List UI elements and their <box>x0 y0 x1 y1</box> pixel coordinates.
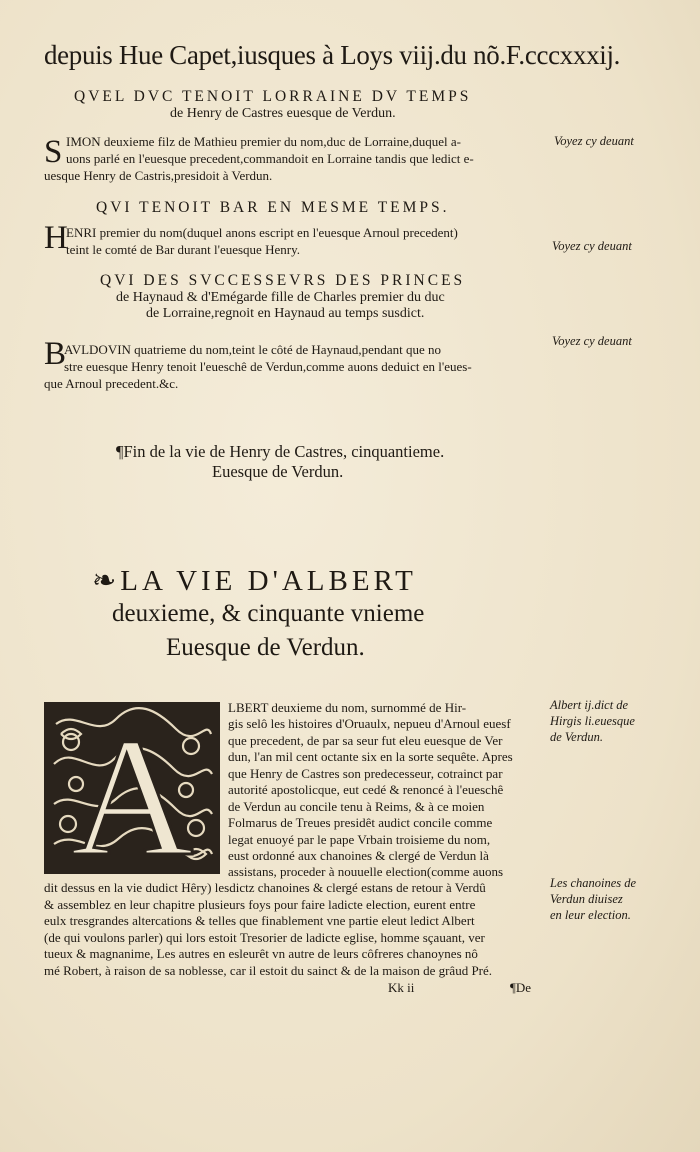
margin-note-line: de Verdun. <box>550 730 603 744</box>
text-line: que Arnoul precedent.&c. <box>44 376 179 391</box>
section1-heading: QVEL DVC TENOIT LORRAINE DV TEMPS <box>74 88 472 105</box>
margin-note: Voyez cy deuant <box>554 134 634 148</box>
ornamented-initial <box>44 702 220 874</box>
text-line: stre euesque Henry tenoit l'eueschê de Verdun,comme auons deduict en l'eues- <box>64 359 472 374</box>
margin-note-line: Verdun diuisez <box>550 892 623 906</box>
ornament-vine-icon <box>46 704 218 872</box>
margin-note: Voyez cy deuant <box>552 239 632 253</box>
running-head: depuis Hue Capet,iusques à Loys viij.du nõ.F.cccxxxij. <box>44 40 621 70</box>
chapter-title: ❧LA VIE D'ALBERT <box>92 565 417 597</box>
section1-dropcap: S <box>44 134 63 170</box>
margin-note-line: Hirgis li.euesque <box>550 714 635 728</box>
text-line: autorité apostolicque, eut cedé & renoncé à l'eueschê <box>228 782 504 797</box>
text-line: AVLDOVIN quatrieme du nom,teint le côté de Haynaud,pendant que no <box>64 342 442 357</box>
text-line: (de qui voulons parler) qui lors estoit Tresorier de ladicte eglise, homme sçauant, ver <box>44 930 485 945</box>
section2-paragraph <box>66 224 458 258</box>
text-line: IMON deuxieme filz de Mathieu premier du nom,duc de Lorraine,duquel a- <box>66 134 461 149</box>
text-line: tueux & magnanime, Les autres en esleurêt vn autre de leurs côfreres chanoynes nô <box>44 946 478 961</box>
text-line: gis selô les histoires d'Oruaulx, nepueu d'Arnoul euesf <box>228 716 511 731</box>
signature-mark: Kk ii <box>388 980 415 995</box>
text-line: que Henry de Castres son predecesseur, cotrainct par <box>228 766 503 781</box>
margin-note-line: Les chanoines de <box>550 876 637 890</box>
section1-subheading: de Henry de Castres euesque de Verdun. <box>170 106 396 121</box>
end-note-line2: Euesque de Verdun. <box>212 462 344 481</box>
margin-note-line: Albert ij.dict de <box>550 698 629 712</box>
text-line: de Verdun au concile tenu à Reims, & à ce moien <box>228 799 485 814</box>
catchword: ¶De <box>510 980 532 995</box>
section2-heading: QVI TENOIT BAR EN MESME TEMPS. <box>96 199 450 216</box>
text-line: uons parlé en l'euesque precedent,commandoit en Lorraine tandis que ledict e- <box>66 151 474 166</box>
section1-paragraph-cont <box>44 150 474 184</box>
margin-note-line: en leur election. <box>550 908 631 922</box>
text-line: assistans, proceder à nouuelle election(comme auons <box>228 864 504 879</box>
text-line: legat enuoyé par le pape Vrbain troisieme du nom, <box>228 832 491 847</box>
text-line: LBERT deuxieme du nom, surnommé de Hir- <box>228 700 467 715</box>
section3-paragraph-cont <box>44 358 472 392</box>
text-line: mé Robert, à raison de sa noblesse, car il estoit du sainct & de la maison de grâud Pré. <box>44 963 493 978</box>
text-line: que precedent, de par sa seur fut eleu euesque de Ver <box>228 733 503 748</box>
text-line: teint le comté de Bar durant l'euesque Henry. <box>66 242 300 257</box>
section3-dropcap: B <box>44 336 67 372</box>
text-line: & assemblez en leur chapitre plusieurs foys pour faire ladicte election, eurent entre <box>44 897 476 912</box>
chapter-title-line3: Euesque de Verdun. <box>166 634 365 661</box>
margin-note: Voyez cy deuant <box>552 334 632 348</box>
text-line: eust ordonné aux chanoines & clergé de Verdun là <box>228 848 489 863</box>
text-line: eulx tresgrandes altercations & telles que finablement vne partie eleut ledict Albert <box>44 913 475 928</box>
end-note-line1: ¶Fin de la vie de Henry de Castres, cinquantieme. <box>116 442 445 461</box>
section2-dropcap: H <box>44 220 68 256</box>
section1-paragraph <box>66 133 461 150</box>
section3-subline: de Lorraine,regnoit en Haynaud au temps susdict. <box>146 306 425 321</box>
text-line: dun, l'an mil cent octante six en la sorte sequête. Apres <box>228 749 513 764</box>
section3-paragraph <box>64 341 441 358</box>
text-line: uesque Henry de Castris,presidoit à Verdun. <box>44 168 273 183</box>
initial-letter: A <box>70 704 194 872</box>
text-line: Folmarus de Treues presidêt audict concile comme <box>228 815 493 830</box>
section3-subline: de Haynaud & d'Emégarde fille de Charles premier du duc <box>116 290 445 305</box>
chapter-title-line2: deuxieme, & cinquante vnieme <box>112 600 425 627</box>
text-line: ENRI premier du nom(duquel anons escript en l'euesque Arnoul precedent) <box>66 225 458 240</box>
section3-heading: QVI DES SVCCESSEVRS DES PRINCES <box>100 272 466 289</box>
text-line: dit dessus en la vie dudict Hêry) lesdictz chanoines & clergé estans de retour à Verdû <box>44 880 486 895</box>
